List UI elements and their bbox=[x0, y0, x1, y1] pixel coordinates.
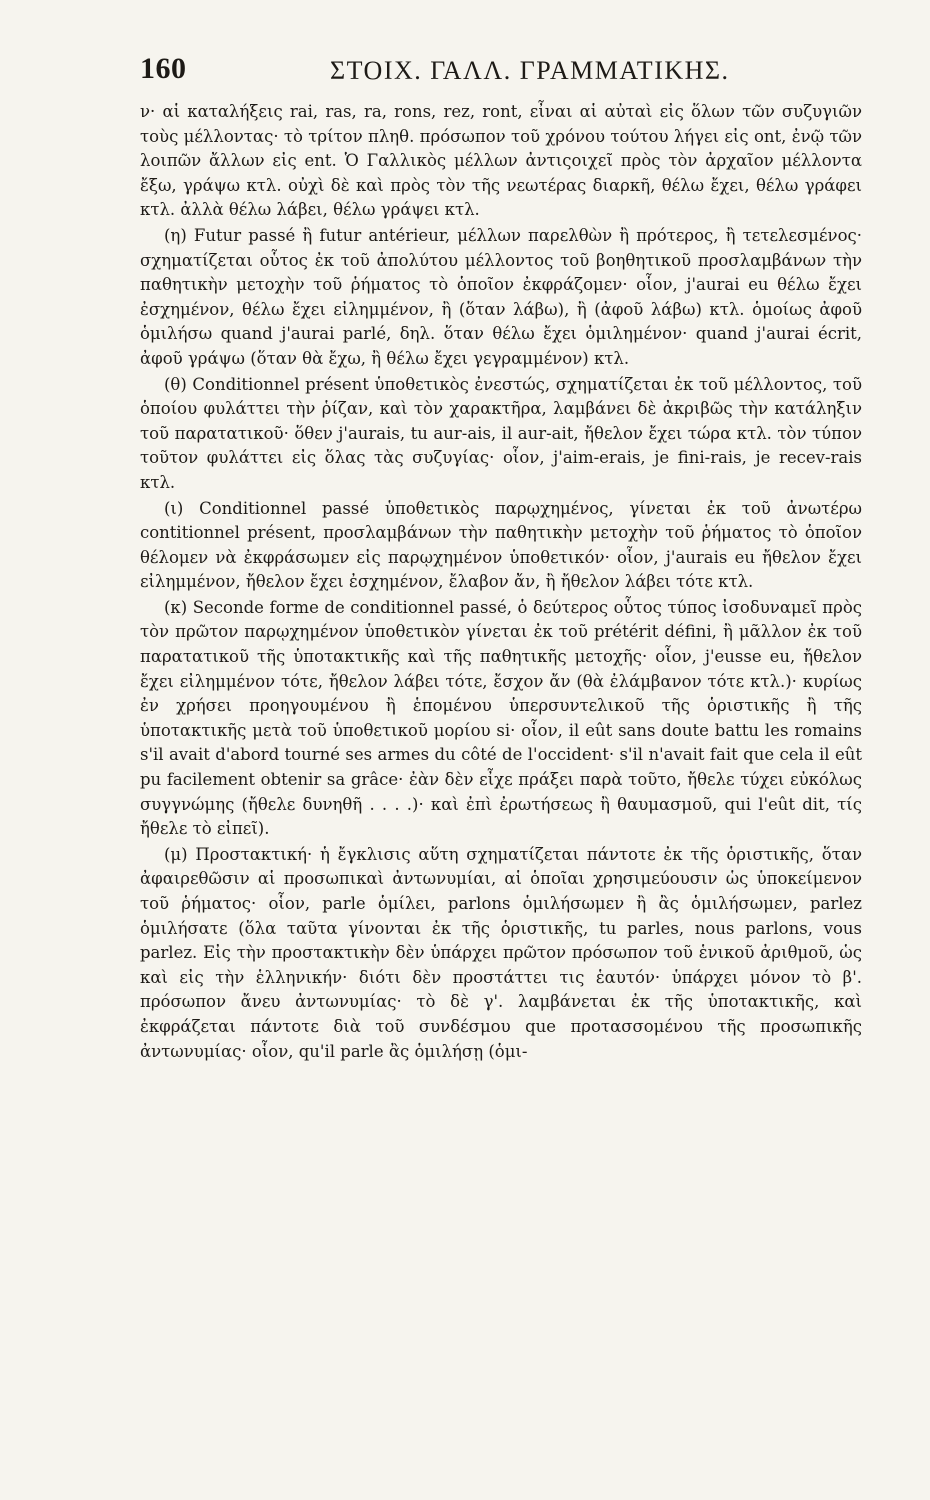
paragraph-conditionnel-passe: (ι) Conditionnel passé ὑποθετικὸς παρῳχημένος, γίνεται ἐκ τοῦ ἀνωτέρω contitionnel présent, προσλαμβάνων τὴν παθητικὴν μετοχὴν τοῦ ῥήματος τὸ ὁποῖον θέλομεν νὰ ἐκφράσωμεν εἰς παρῳχημένον ὑποθετικόν· οἷον, j'aurais eu ἤθελον ἔχει εἰλημμένον, ἤθελον ἔχει ἐσχημένον, ἔλαβον ἄν, ἢ ἤθελον λάβει τότε κτλ. bbox=[140, 498, 862, 592]
body-text bbox=[140, 100, 862, 1064]
paragraph-imperatif: (μ) Προστακτική· ἡ ἔγκλισις αὕτη σχηματίζεται πάντοτε ἐκ τῆς ὁριστικῆς, ὅταν ἀφαιρεθῶσιν αἱ προσωπικαὶ ἀντωνυμίαι, αἱ ὁποῖαι χρησιμεύουσιν ὡς ὑποκείμενον τοῦ ῥήματος· οἷον, parle ὁμίλει, parlons ὁμιλήσωμεν ἢ ἂς ὁμιλήσωμεν, parlez ὁμιλήσατε (ὅλα ταῦτα γίνονται ἐκ τῆς ὁριστικῆς, tu parles, nous parlons, vous parlez. Εἰς τὴν προστακτικὴν δὲν ὑπάρχει πρῶτον πρόσωπον τοῦ ἑνικοῦ ἀριθμοῦ, ὡς καὶ εἰς τὴν ἑλληνικήν· διότι δὲν προστάττει τις ἑαυτόν· ὑπάρχει μόνον τὸ β'. πρόσωπον ἄνευ ἀντωνυμίας· τὸ δὲ γ'. λαμβάνεται ἐκ τῆς ὑποτακτικῆς, καὶ ἐκφράζεται πάντοτε διὰ τοῦ συνδέσμου que προτασσομένου τῆς προσωπικῆς ἀντωνυμίας· οἷον, qu'il parle ἂς ὁμιλήσῃ (ὁμι- bbox=[140, 844, 862, 1061]
paragraph-futur-passe: (η) Futur passé ἢ futur antérieur, μέλλων παρελθὼν ἢ πρότερος, ἢ τετελεσμένος· σχηματίζεται οὗτος ἐκ τοῦ ἀπολύτου μέλλοντος τοῦ βοηθητικοῦ προσλαμβάνων τὴν παθητικὴν μετοχὴν τοῦ ῥήματος τὸ ὁποῖον ἐκφράζομεν· οἷον, j'aurai eu θέλω ἔχει ἐσχημένον, θέλω ἔχει εἰλημμένον, ἢ (ὅταν λάβω), ἢ (ἀφοῦ λάβω) κτλ. ὁμοίως ἀφοῦ ὁμιλήσω quand j'aurai parlé, δηλ. ὅταν θέλω ἔχει ὁμιλημένον· quand j'aurai écrit, ἀφοῦ γράψω (ὅταν θὰ ἔχω, ἢ θέλω ἔχει γεγραμμένον) κτλ. bbox=[140, 225, 862, 368]
paragraph-conditionnel-present: (θ) Conditionnel présent ὑποθετικὸς ἐνεστώς, σχηματίζεται ἐκ τοῦ μέλλοντος, τοῦ ὁποίου φυλάττει τὴν ῥίζαν, καὶ τὸν χαρακτῆρα, λαμβάνει δὲ ἀκριβῶς τὴν κατάληξιν τοῦ παρατατικοῦ· ὅθεν j'aurais, tu aur-ais, il aur-ait, ἤθελον ἔχει τώρα κτλ. τὸν τύπον τοῦτον φυλάττει εἰς ὅλας τὰς συζυγίας· οἷον, j'aim-erais, je fini-rais, je recev-rais κτλ. bbox=[140, 374, 862, 492]
page-header bbox=[140, 52, 885, 92]
page-number: 160 bbox=[140, 52, 187, 85]
running-title: ΣΤΟΙΧ. ΓΑΛΛ. ΓΡΑΜΜΑΤΙΚΗΣ. bbox=[330, 56, 730, 85]
paragraph-seconde-forme: (κ) Seconde forme de conditionnel passé, ὁ δεύτερος οὗτος τύπος ἰσοδυναμεῖ πρὸς τὸν πρῶτον παρῳχημένον ὑποθετικὸν γίνεται ἐκ τοῦ prétérit défini, ἢ μᾶλλον ἐκ τοῦ παρατατικοῦ τῆς ὑποτακτικῆς καὶ τῆς παθητικῆς μετοχῆς· οἷον, j'eusse eu, ἤθελον ἔχει εἰλημμένον τότε, ἤθελον λάβει τότε, ἔσχον ἄν (θὰ ἐλάμβανον τότε κτλ.)· κυρίως ἐν χρήσει προηγουμένου ἢ ἑπομένου ὑπερσυντελικοῦ τῆς ὁριστικῆς ἢ τῆς ὑποτακτικῆς μετὰ τοῦ ὑποθετικοῦ μορίου si· οἷον, il eût sans doute battu les romains s'il avait d'abord tourné ses armes du côté de l'occident· s'il n'avait fait que cela il eût pu facilement obtenir sa grâce· ἐὰν δὲν εἶχε πράξει παρὰ τοῦτο, ἤθελε τύχει εὐκόλως συγγνώμης (ἤθελε δυνηθῆ . . . .)· καὶ ἐπὶ ἐρωτήσεως ἢ θαυμασμοῦ, qui l'eût dit, τίς ἤθελε τὸ εἰπεῖ). bbox=[140, 597, 862, 839]
paragraph-continuation: ν· αἱ καταλήξεις rai, ras, ra, rons, rez, ront, εἶναι αἱ αὐταὶ εἰς ὅλων τῶν συζυγιῶν τοὺς μέλλοντας· τὸ τρίτον πληθ. πρόσωπον τοῦ χρόνου τούτου λήγει εἰς ont, ἐνῷ τῶν λοιπῶν ἄλλων εἰς ent. Ὁ Γαλλικὸς μέλλων ἀντιςοιχεῖ πρὸς τὸν ἀρχαῖον μέλλοντα ἔξω, γράψω κτλ. οὐχὶ δὲ καὶ πρὸς τὸν τῆς νεωτέρας διαρκῆ, θέλω ἔχει, θέλω γράφει κτλ. ἀλλὰ θέλω λάβει, θέλω γράψει κτλ. bbox=[140, 102, 862, 220]
